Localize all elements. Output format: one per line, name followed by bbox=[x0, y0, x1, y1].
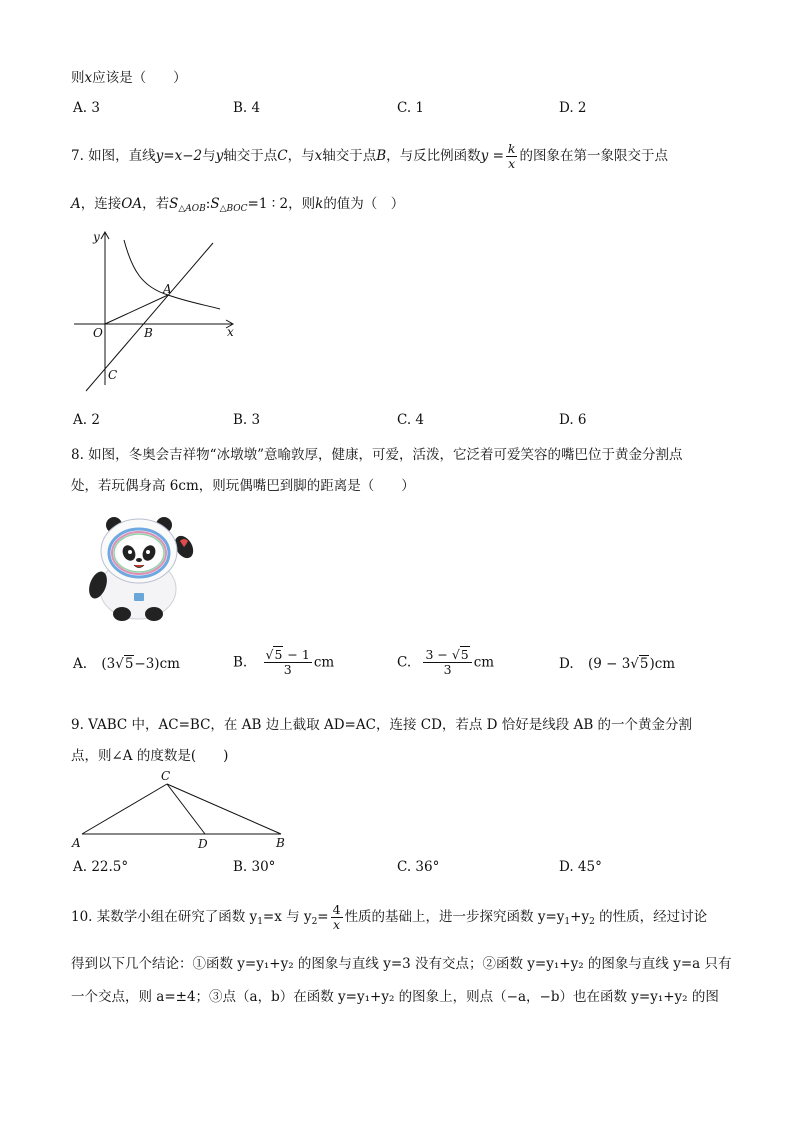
q7-var: y bbox=[215, 148, 224, 164]
label-A: A bbox=[163, 282, 172, 296]
q7-var: k bbox=[315, 196, 324, 212]
expr-part: −3)cm bbox=[134, 656, 180, 672]
q7-text: 轴交于点 bbox=[223, 148, 278, 164]
q10-sub: 1 bbox=[257, 917, 263, 927]
q10-text: 性质的基础上，进一步探究函数 y=y bbox=[344, 909, 565, 925]
q8-option-b-label: B. bbox=[233, 654, 248, 671]
label-C: C bbox=[108, 368, 118, 382]
frac-num: √5 − 1 bbox=[265, 647, 310, 662]
segment-CD bbox=[167, 784, 205, 834]
q6-question-tail bbox=[71, 66, 187, 86]
q7-text: ，连接 bbox=[80, 196, 122, 212]
q6-option-c: C. 1 bbox=[397, 100, 425, 116]
q6-option-a: A. 3 bbox=[73, 100, 100, 116]
mascot-nose bbox=[136, 558, 142, 562]
mascot-left-eye bbox=[128, 550, 132, 554]
label-C: C bbox=[161, 769, 171, 783]
frac-num: 3 − √5 bbox=[423, 648, 471, 663]
q7-ratio: =1 ∶ 2 bbox=[247, 196, 289, 212]
q7-line-1 bbox=[71, 142, 668, 171]
q9-line-1: 9. VABC 中，AC=BC，在 AB 边上截取 AD=AC，连接 CD，若点 D 恰好是线段 AB 的一个黄金分割 bbox=[71, 717, 693, 733]
q8-option-d-expr: (9 − 3√5)cm bbox=[587, 656, 676, 672]
q7-area-sub: △AOB bbox=[178, 204, 206, 214]
q7-line-2 bbox=[71, 192, 404, 214]
frac-den: 3 bbox=[283, 662, 292, 677]
mascot-image bbox=[80, 513, 200, 625]
q7-segment: OA bbox=[121, 196, 143, 212]
q7-graph-figure bbox=[70, 225, 245, 395]
q10-line-1 bbox=[71, 903, 707, 932]
mascot-right-eye bbox=[146, 550, 150, 554]
q6-option-d: D. 2 bbox=[559, 100, 587, 116]
expr-part: (9 − 3 bbox=[587, 656, 631, 672]
q10-text: = bbox=[317, 909, 329, 925]
olympic-emblem-icon bbox=[134, 593, 144, 601]
q7-area-symbol: S bbox=[169, 196, 179, 212]
label-y: y bbox=[93, 230, 100, 244]
mascot-right-leg bbox=[145, 607, 163, 621]
q10-text: 10. 某数学小组在研究了函数 y bbox=[71, 909, 258, 925]
mascot-left-leg bbox=[113, 607, 131, 621]
q10-fraction bbox=[331, 903, 343, 932]
q7-text: 轴交于点 bbox=[322, 148, 377, 164]
q6-var-x: x bbox=[84, 70, 93, 86]
sqrt-radicand: 5 bbox=[639, 656, 649, 672]
q7-text: ，与 bbox=[287, 148, 315, 164]
q8-option-b bbox=[233, 648, 334, 677]
q8-option-c-fraction bbox=[423, 648, 471, 677]
q10-text: =x 与 y bbox=[262, 909, 312, 925]
q7-text: 7. 如图，直线 bbox=[71, 148, 156, 164]
frac-num: 4 bbox=[332, 902, 341, 917]
q9-option-a: A. 22.5° bbox=[73, 859, 129, 875]
label-x: x bbox=[227, 325, 234, 339]
q10-sub: 2 bbox=[311, 917, 318, 927]
q7-point: C bbox=[277, 148, 288, 164]
label-O: O bbox=[93, 326, 103, 340]
frac-den: x bbox=[333, 917, 341, 932]
expr-part: − 1 bbox=[283, 647, 310, 662]
q7-text: 的值为（ ） bbox=[323, 196, 405, 212]
q7-equation: y=x−2 bbox=[155, 148, 203, 164]
expr-part: )cm bbox=[649, 656, 676, 672]
segment-BC bbox=[167, 784, 281, 834]
q7-var: y = bbox=[480, 148, 504, 164]
segment-AC bbox=[82, 784, 167, 834]
q10-sub: 1 bbox=[564, 917, 571, 927]
q7-text: ，与反比例函数 bbox=[386, 148, 481, 164]
q6-option-b: B. 4 bbox=[233, 100, 261, 116]
q9-triangle-figure bbox=[68, 766, 298, 854]
expr-part: 3 − bbox=[425, 647, 452, 662]
q7-text: ，则 bbox=[288, 196, 316, 212]
sqrt-radicand: 5 bbox=[274, 647, 283, 662]
segment-OA bbox=[105, 295, 168, 324]
q7-text: 与 bbox=[202, 148, 216, 164]
q7-option-d: D. 6 bbox=[559, 412, 587, 428]
q9-option-c: C. 36° bbox=[397, 859, 440, 875]
q7-option-a: A. 2 bbox=[73, 412, 100, 428]
q8-option-a-label: A. bbox=[73, 656, 88, 672]
q10-text: 的性质，经过讨论 bbox=[594, 909, 708, 925]
q8-line-2: 处，若玩偶身高 6cm，则玩偶嘴巴到脚的距离是（ ） bbox=[71, 478, 415, 494]
q8-option-a-expr: (3√5−3)cm bbox=[101, 656, 180, 672]
label-A: A bbox=[72, 836, 81, 850]
q7-frac-num: k bbox=[507, 141, 516, 156]
q7-point: B bbox=[376, 148, 387, 164]
q9-option-d: D. 45° bbox=[559, 859, 602, 875]
q6-text-a: 则 bbox=[71, 70, 85, 86]
expr-part: (3 bbox=[101, 656, 116, 672]
q8-option-d-label: D. bbox=[559, 656, 574, 672]
label-D: D bbox=[198, 837, 208, 851]
q8-option-c bbox=[397, 648, 494, 677]
q10-line-3: 一个交点，则 a=±4；③点（a，b）在函数 y=y₁+y₂ 的图象上，则点（−a，−b）也在函数 y=y₁+y₂ 的图 bbox=[71, 989, 719, 1005]
q7-text: ，若 bbox=[142, 196, 170, 212]
q7-frac-den: x bbox=[508, 156, 516, 171]
sqrt-radicand: 5 bbox=[124, 656, 134, 672]
q8-line-1: 8. 如图，冬奥会吉祥物“冰墩墩”意喻敦厚，健康，可爱，活泼，它泛着可爱笑容的嘴巴位于黄金分割点 bbox=[71, 447, 683, 463]
q9-option-b: B. 30° bbox=[233, 859, 276, 875]
frac-den: 3 bbox=[443, 662, 452, 677]
q7-option-b: B. 3 bbox=[233, 412, 261, 428]
q8-option-d bbox=[559, 656, 675, 672]
q8-option-c-unit: cm bbox=[473, 654, 495, 671]
q7-area-symbol: S bbox=[210, 196, 220, 212]
sqrt-radicand: 5 bbox=[460, 647, 469, 662]
q7-point: A bbox=[71, 196, 81, 212]
q7-text: 的图象在第一象限交于点 bbox=[519, 148, 668, 164]
q10-sub: 2 bbox=[589, 917, 595, 927]
q8-option-b-unit: cm bbox=[313, 654, 335, 671]
q8-option-a bbox=[73, 656, 180, 672]
q8-option-c-label: C. bbox=[397, 654, 412, 671]
label-B: B bbox=[144, 326, 153, 340]
q8-option-b-fraction bbox=[264, 648, 312, 677]
q9-line-2: 点，则∠A 的度数是( ) bbox=[71, 748, 229, 764]
hyperbola-curve bbox=[124, 240, 220, 309]
q6-text-b: 应该是（ ） bbox=[92, 70, 187, 86]
q7-fraction bbox=[506, 142, 518, 171]
q7-var: x bbox=[314, 148, 323, 164]
q10-line-2: 得到以下几个结论：①函数 y=y₁+y₂ 的图象与直线 y=3 没有交点；②函数 y=y₁+y₂ 的图象与直线 y=a 只有 bbox=[71, 956, 732, 972]
q7-option-c: C. 4 bbox=[397, 412, 425, 428]
q7-colon: : bbox=[205, 196, 211, 212]
label-B: B bbox=[276, 836, 285, 850]
q10-text: +y bbox=[570, 909, 590, 925]
q7-area-sub: △BOC bbox=[219, 204, 248, 214]
